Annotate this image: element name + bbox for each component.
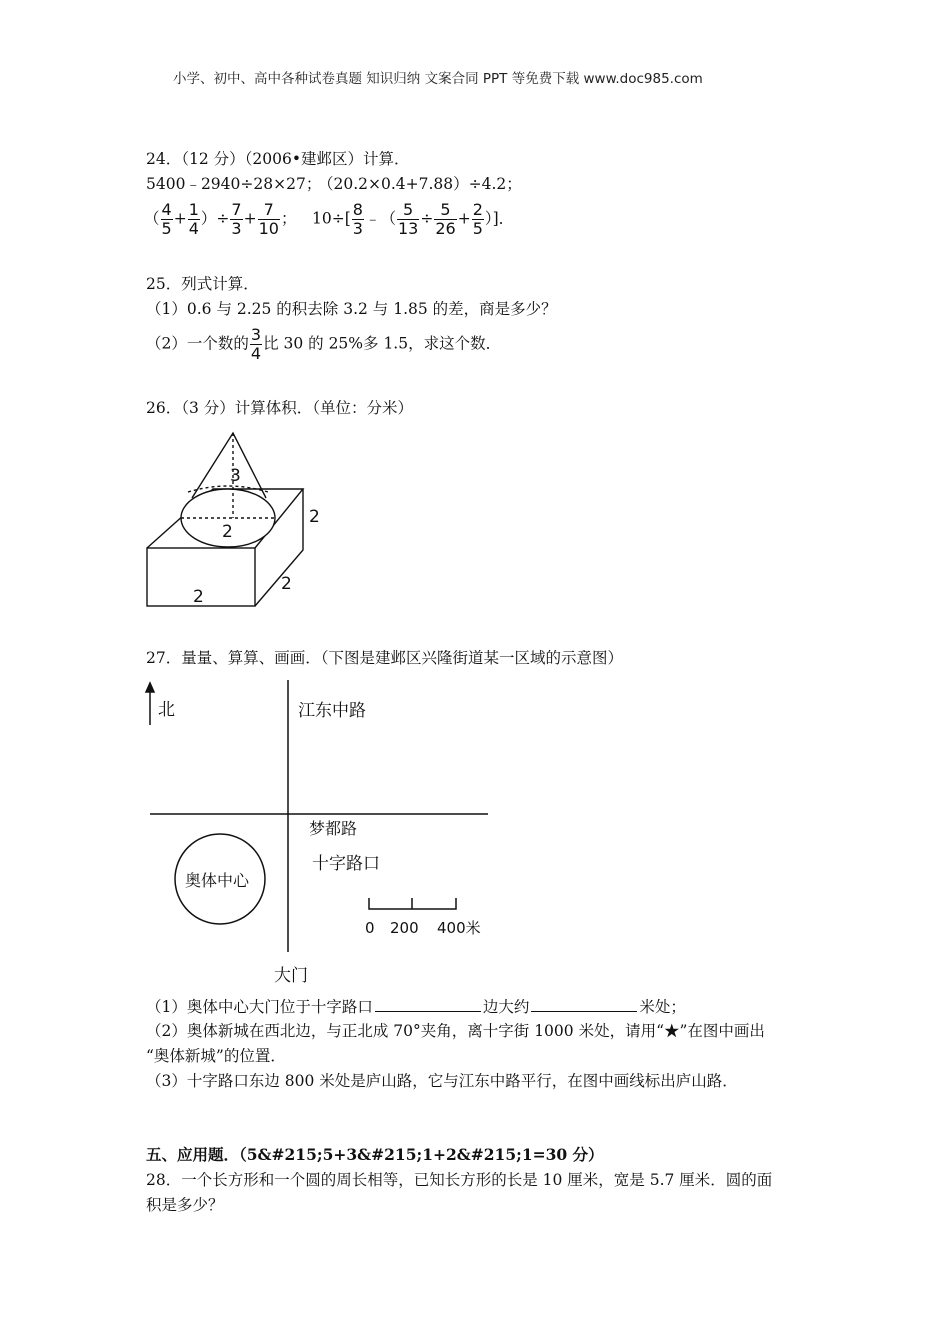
- q24-expr-d: [312, 201, 514, 238]
- page-header: 小学、初中、高中各种试卷真题 知识归纳 文案合同 PPT 等免费下载 www.doc985.com: [173, 71, 703, 87]
- north-arrow-head: [146, 683, 154, 692]
- expr-op: ）÷: [200, 209, 230, 228]
- q27-part3: （3）十字路口东边 800 米处是庐山路，它与江东中路平行，在图中画线标出庐山路．: [146, 1072, 738, 1090]
- expr-text: （: [144, 209, 160, 228]
- scale-label-200: 200: [390, 919, 419, 937]
- label-box-length: 2: [193, 587, 204, 607]
- q24-title: 24．（12 分）（2006•建邺区）计算．: [146, 150, 410, 168]
- answer-blank-distance[interactable]: [531, 996, 637, 1012]
- q27-part2-line1: （2）奥体新城在西北边，与正北成 70°夹角，离十字街 1000 米处，请用“★”在图中画出: [146, 1022, 765, 1040]
- expr-text: 10÷[: [312, 209, 351, 228]
- answer-blank-direction[interactable]: [375, 996, 481, 1012]
- fraction: $\frac{8}{3}$: [352, 200, 363, 238]
- scale-label-0: 0: [365, 919, 375, 937]
- expr-op: ÷: [420, 209, 434, 228]
- north-label: 北: [158, 700, 175, 720]
- q24-expr-b: （20.2×0.4+7.88）÷4.2；: [318, 175, 522, 193]
- cone-on-box-figure: [140, 425, 340, 615]
- crossroad-label: 十字路口: [312, 854, 380, 874]
- fraction: $\frac{7}{10}$: [258, 200, 279, 238]
- fraction: $\frac{3}{4}$: [250, 325, 262, 363]
- scale-label-400: 400米: [437, 919, 481, 937]
- q27-part1-text: （1）奥体中心大门位于十字路口: [146, 998, 373, 1016]
- fraction: $\frac{5}{13}$: [397, 200, 419, 238]
- q25-title: 25．列式计算．: [146, 275, 259, 293]
- fraction: $\frac{4}{5}$: [161, 200, 172, 238]
- fraction: $\frac{2}{5}$: [472, 200, 483, 238]
- q24-expr-a: 5400﹣2940÷28×27；: [146, 175, 322, 193]
- q27-part1-text: 米处；: [639, 998, 686, 1016]
- q26-title: 26．（3 分）计算体积．（单位：分米）: [146, 399, 414, 417]
- expr-op: +: [457, 209, 471, 228]
- road-ns-label: 江东中路: [298, 701, 366, 721]
- q25-part2: [146, 326, 501, 363]
- q27-part1-text: 边大约: [482, 998, 530, 1016]
- q25-part2-text: （2）一个数的: [146, 334, 249, 353]
- expr-op: +: [173, 209, 187, 228]
- q25-part1: （1）0.6 与 2.25 的积去除 3.2 与 1.85 的差，商是多少？: [146, 300, 557, 318]
- fraction: $\frac{7}{3}$: [231, 200, 242, 238]
- label-box-height: 2: [309, 507, 320, 527]
- q28-line2: 积是多少？: [146, 1196, 224, 1214]
- expr-op: ﹣（: [364, 209, 396, 228]
- expr-text: ；: [280, 209, 297, 228]
- road-ew-label: 梦都路: [309, 819, 358, 838]
- gate-label: 大门: [274, 966, 308, 986]
- q25-part2-text: 比 30 的 25%多 1.5，求这个数．: [263, 334, 502, 353]
- fraction: $\frac{1}{4}$: [188, 200, 199, 238]
- expr-text: ）]．: [484, 209, 515, 228]
- section-title: 五、应用题．（5&#215;5+3&#215;1+2&#215;1=30 分）: [146, 1145, 604, 1164]
- q28-line1: 28．一个长方形和一个圆的周长相等，已知长方形的长是 10 厘米，宽是 5.7 厘米．圆的面: [146, 1171, 773, 1189]
- expr-op: +: [243, 209, 257, 228]
- label-cone-height: 3: [230, 466, 241, 486]
- street-map: [140, 675, 500, 990]
- label-box-depth: 2: [281, 574, 292, 594]
- q27-title: 27．量量、算算、画画．（下图是建邺区兴隆街道某一区域的示意图）: [146, 649, 623, 667]
- q27-part1: [146, 996, 686, 1017]
- q27-part2-line2: “奥体新城”的位置．: [146, 1047, 286, 1065]
- fraction: $\frac{5}{26}$: [435, 200, 456, 238]
- label-diameter: 2: [222, 522, 233, 542]
- sports-center-label: 奥体中心: [185, 871, 250, 890]
- q24-expr-c: [144, 201, 296, 238]
